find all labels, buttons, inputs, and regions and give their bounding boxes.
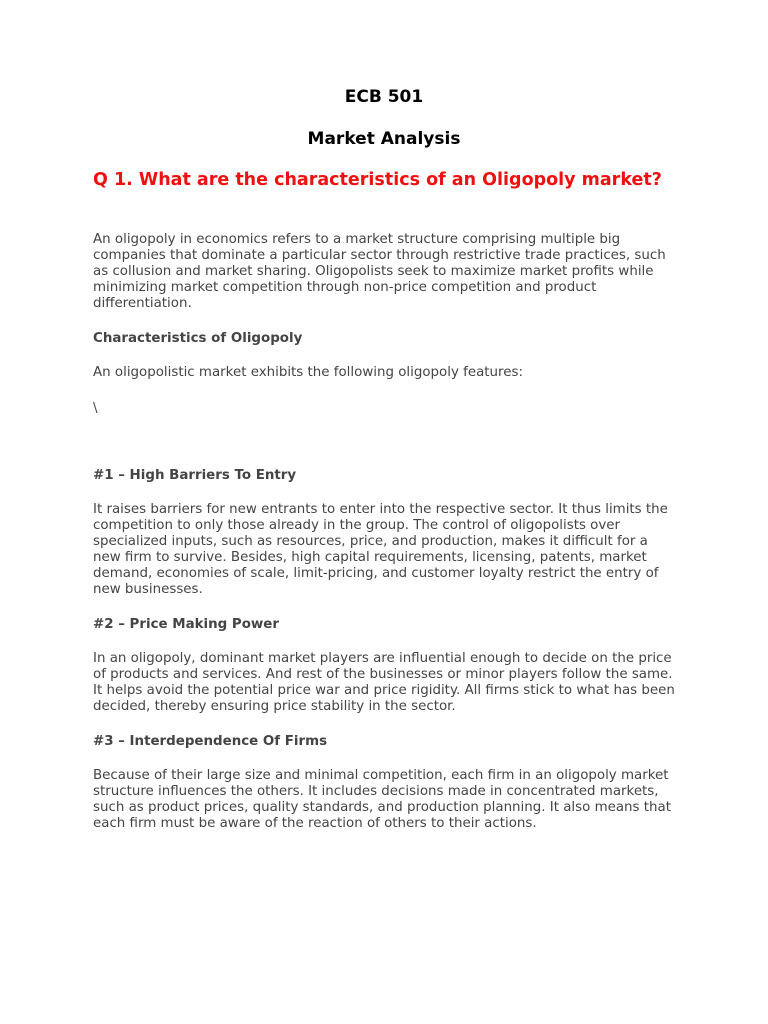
section-body-barriers: It raises barriers for new entrants to enter into the respective sector. It thus limits the competition to only those already in the group. The control of oligopolists over specialized inputs, such as resources, price, and production, makes it difficult for a new firm to survive. Besides, high capital requirements, licensing, patents, market demand, economies of scale, limit-pricing, and customer loyalty restrict the entry of new businesses. [93, 502, 668, 597]
course-code: ECB 501 [344, 87, 424, 107]
features-intro: An oligopolistic market exhibits the following oligopoly features: [93, 365, 523, 380]
section-body-price-making: In an oligopoly, dominant market players are influential enough to decide on the price of products and services. And rest of the businesses or minor players follow the same. It helps avoid the potential price war and price rigidity. All firms stick to what has been decided, thereby ensuring price stability in the sector. [93, 651, 675, 714]
section-heading-price-making: #2 – Price Making Power [93, 617, 279, 632]
intro-paragraph: An oligopoly in economics refers to a market structure comprising multiple big companies that dominate a particular sector through restrictive trade practices, such as collusion and market sharing. Oligopolists seek to maximize market profits while minimizing market competition through non-price competition and product differentiation. [93, 232, 666, 311]
section-heading-interdependence: #3 – Interdependence Of Firms [93, 734, 328, 749]
section-heading-barriers: #1 – High Barriers To Entry [93, 468, 297, 483]
stray-backslash: \ [93, 401, 98, 416]
section-body-interdependence: Because of their large size and minimal competition, each firm in an oligopoly market structure influences the others. It includes decisions made in concentrated markets, such as product prices, quality standards, and production planning. It also means that each firm must be aware of the reaction of others to their actions. [93, 768, 671, 831]
document-title: Market Analysis [307, 129, 461, 149]
question-heading: Q 1. What are the characteristics of an Oligopoly market? [93, 170, 662, 190]
characteristics-heading: Characteristics of Oligopoly [93, 331, 303, 346]
